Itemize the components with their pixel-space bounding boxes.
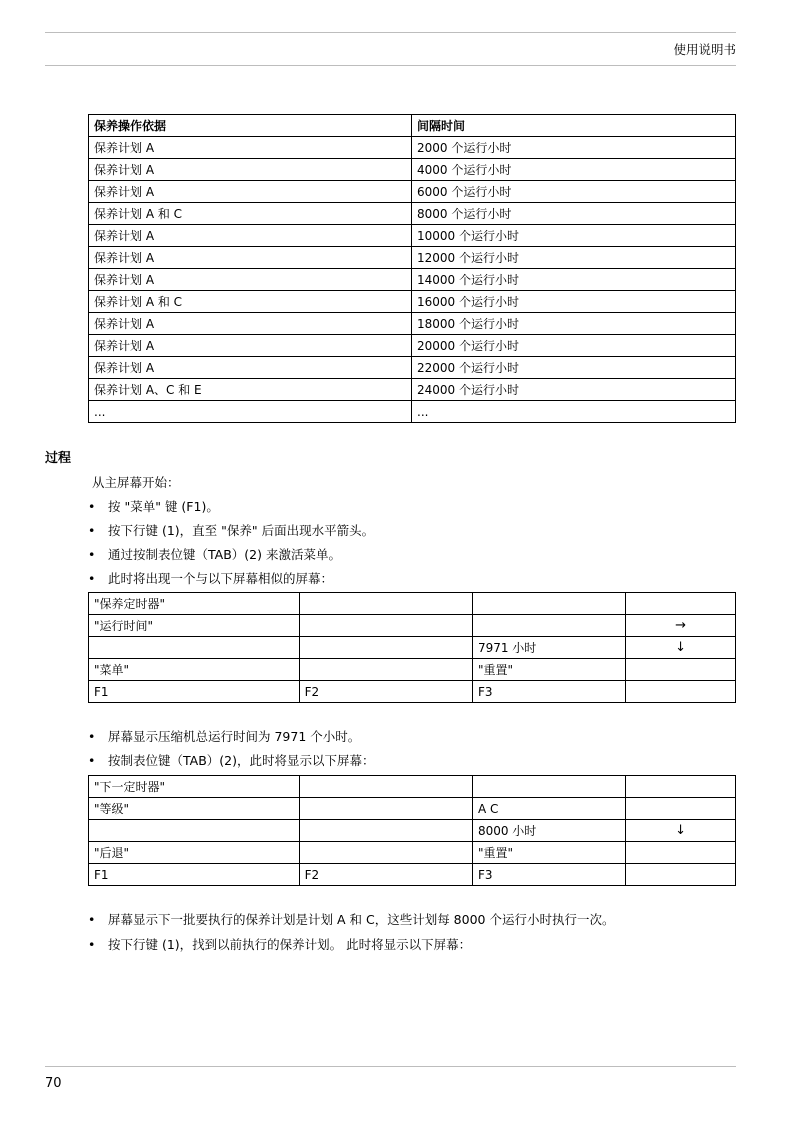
screen-row bbox=[89, 842, 736, 864]
screen-cell: "重置" bbox=[472, 659, 625, 681]
cell-interval: 8000 个运行小时 bbox=[412, 203, 736, 225]
screen-cell bbox=[299, 637, 472, 659]
screen-cell bbox=[299, 842, 472, 864]
list-item: • 通过按制表位键（TAB）(2) 来激活菜单。 bbox=[88, 547, 341, 562]
document-title: 使用说明书 bbox=[673, 42, 736, 57]
screen-cell bbox=[626, 776, 736, 798]
screen-row bbox=[89, 593, 736, 615]
arrow-right-icon: → bbox=[626, 615, 736, 637]
list-item-text: 屏幕显示压缩机总运行时间为 7971 个小时。 bbox=[108, 729, 361, 744]
cell-basis: ... bbox=[89, 401, 412, 423]
screen-cell bbox=[626, 798, 736, 820]
cell-basis: 保养计划 A、C 和 E bbox=[89, 379, 412, 401]
cell-interval: 18000 个运行小时 bbox=[412, 313, 736, 335]
screen-row bbox=[89, 798, 736, 820]
screen-cell: "菜单" bbox=[89, 659, 300, 681]
table-row bbox=[89, 159, 736, 181]
table-row bbox=[89, 379, 736, 401]
table-header-row bbox=[89, 115, 736, 137]
screen-cell: 7971 小时 bbox=[472, 637, 625, 659]
list-item-text: 屏幕显示下一批要执行的保养计划是计划 A 和 C，这些计划每 8000 个运行小时执行一次。 bbox=[108, 912, 615, 927]
cell-interval: 10000 个运行小时 bbox=[412, 225, 736, 247]
screen-cell bbox=[626, 864, 736, 886]
arrow-down-icon: ↓ bbox=[626, 637, 736, 659]
cell-basis: 保养计划 A bbox=[89, 357, 412, 379]
list-item-text: 按制表位键（TAB）(2)，此时将显示以下屏幕： bbox=[108, 753, 375, 768]
screen-cell: "重置" bbox=[472, 842, 625, 864]
list-item-text: 通过按制表位键（TAB）(2) 来激活菜单。 bbox=[108, 547, 341, 562]
cell-basis: 保养计划 A 和 C bbox=[89, 291, 412, 313]
table-row bbox=[89, 291, 736, 313]
maintenance-interval-table bbox=[88, 114, 736, 423]
screen-row bbox=[89, 864, 736, 886]
list-item: • 此时将出现一个与以下屏幕相似的屏幕： bbox=[88, 571, 334, 586]
cell-interval: 20000 个运行小时 bbox=[412, 335, 736, 357]
screen-cell bbox=[89, 820, 300, 842]
list-item-text: 按下行键 (1)，直至 "保养" 后面出现水平箭头。 bbox=[108, 523, 375, 538]
screen-cell bbox=[299, 776, 472, 798]
screen-cell bbox=[89, 637, 300, 659]
cell-interval: 22000 个运行小时 bbox=[412, 357, 736, 379]
cell-basis: 保养计划 A bbox=[89, 313, 412, 335]
table-row bbox=[89, 137, 736, 159]
screen-cell: 8000 小时 bbox=[472, 820, 625, 842]
footer-rule bbox=[45, 1066, 736, 1067]
table-row bbox=[89, 357, 736, 379]
list-item: • 按下行键 (1)，找到以前执行的保养计划。 此时将显示以下屏幕： bbox=[88, 937, 472, 952]
screen-cell: F1 bbox=[89, 681, 300, 703]
cell-interval: 24000 个运行小时 bbox=[412, 379, 736, 401]
screen-cell bbox=[299, 820, 472, 842]
cell-interval: 12000 个运行小时 bbox=[412, 247, 736, 269]
screen-cell bbox=[299, 615, 472, 637]
screen-cell bbox=[626, 681, 736, 703]
list-item: • 按下行键 (1)，直至 "保养" 后面出现水平箭头。 bbox=[88, 523, 375, 538]
screen-cell: F2 bbox=[299, 681, 472, 703]
cell-basis: 保养计划 A bbox=[89, 247, 412, 269]
cell-basis: 保养计划 A bbox=[89, 137, 412, 159]
cell-interval: 16000 个运行小时 bbox=[412, 291, 736, 313]
screen-cell bbox=[626, 842, 736, 864]
page-number: 70 bbox=[45, 1076, 62, 1091]
screen-cell bbox=[626, 659, 736, 681]
column-header-basis: 保养操作依据 bbox=[89, 115, 412, 137]
screen-cell bbox=[299, 593, 472, 615]
screen-row bbox=[89, 615, 736, 637]
table-row bbox=[89, 203, 736, 225]
list-item: • 按制表位键（TAB）(2)，此时将显示以下屏幕： bbox=[88, 753, 375, 768]
table-row bbox=[89, 225, 736, 247]
screen-cell bbox=[472, 776, 625, 798]
screen-display-table-2 bbox=[88, 775, 736, 886]
header-rule-top bbox=[45, 32, 736, 33]
table-row bbox=[89, 401, 736, 423]
screen-cell bbox=[472, 593, 625, 615]
list-item: • 按 "菜单" 键 (F1)。 bbox=[88, 499, 219, 514]
screen-cell: F3 bbox=[472, 681, 625, 703]
screen-row bbox=[89, 637, 736, 659]
screen-cell: "后退" bbox=[89, 842, 300, 864]
table-row bbox=[89, 247, 736, 269]
screen-cell: "保养定时器" bbox=[89, 593, 300, 615]
section-title: 过程 bbox=[45, 451, 72, 466]
screen-cell: F1 bbox=[89, 864, 300, 886]
screen-display-table-1 bbox=[88, 592, 736, 703]
table-row bbox=[89, 269, 736, 291]
screen-row bbox=[89, 776, 736, 798]
cell-interval: 6000 个运行小时 bbox=[412, 181, 736, 203]
list-item: • 屏幕显示下一批要执行的保养计划是计划 A 和 C，这些计划每 8000 个运行小时执行一次。 bbox=[88, 912, 615, 927]
screen-cell bbox=[472, 615, 625, 637]
screen-cell: A C bbox=[472, 798, 625, 820]
screen-row bbox=[89, 681, 736, 703]
procedure-intro: 从主屏幕开始： bbox=[92, 475, 180, 490]
screen-row bbox=[89, 820, 736, 842]
screen-cell bbox=[626, 593, 736, 615]
screen-cell: F3 bbox=[472, 864, 625, 886]
screen-cell bbox=[299, 659, 472, 681]
cell-interval: 14000 个运行小时 bbox=[412, 269, 736, 291]
cell-basis: 保养计划 A bbox=[89, 159, 412, 181]
list-item-text: 此时将出现一个与以下屏幕相似的屏幕： bbox=[108, 571, 334, 586]
list-item-text: 按 "菜单" 键 (F1)。 bbox=[108, 499, 219, 514]
cell-basis: 保养计划 A bbox=[89, 181, 412, 203]
cell-basis: 保养计划 A bbox=[89, 335, 412, 357]
screen-cell: "等级" bbox=[89, 798, 300, 820]
screen-row bbox=[89, 659, 736, 681]
screen-cell bbox=[299, 798, 472, 820]
screen-cell: "下一定时器" bbox=[89, 776, 300, 798]
cell-interval: ... bbox=[412, 401, 736, 423]
list-item-text: 按下行键 (1)，找到以前执行的保养计划。 此时将显示以下屏幕： bbox=[108, 937, 472, 952]
column-header-interval: 间隔时间 bbox=[412, 115, 736, 137]
arrow-down-icon: ↓ bbox=[626, 820, 736, 842]
screen-cell: F2 bbox=[299, 864, 472, 886]
screen-cell: "运行时间" bbox=[89, 615, 300, 637]
cell-basis: 保养计划 A bbox=[89, 225, 412, 247]
table-row bbox=[89, 313, 736, 335]
cell-basis: 保养计划 A 和 C bbox=[89, 203, 412, 225]
table-row bbox=[89, 181, 736, 203]
header-rule-bottom bbox=[45, 65, 736, 66]
table-row bbox=[89, 335, 736, 357]
list-item: • 屏幕显示压缩机总运行时间为 7971 个小时。 bbox=[88, 729, 361, 744]
cell-interval: 4000 个运行小时 bbox=[412, 159, 736, 181]
cell-interval: 2000 个运行小时 bbox=[412, 137, 736, 159]
cell-basis: 保养计划 A bbox=[89, 269, 412, 291]
